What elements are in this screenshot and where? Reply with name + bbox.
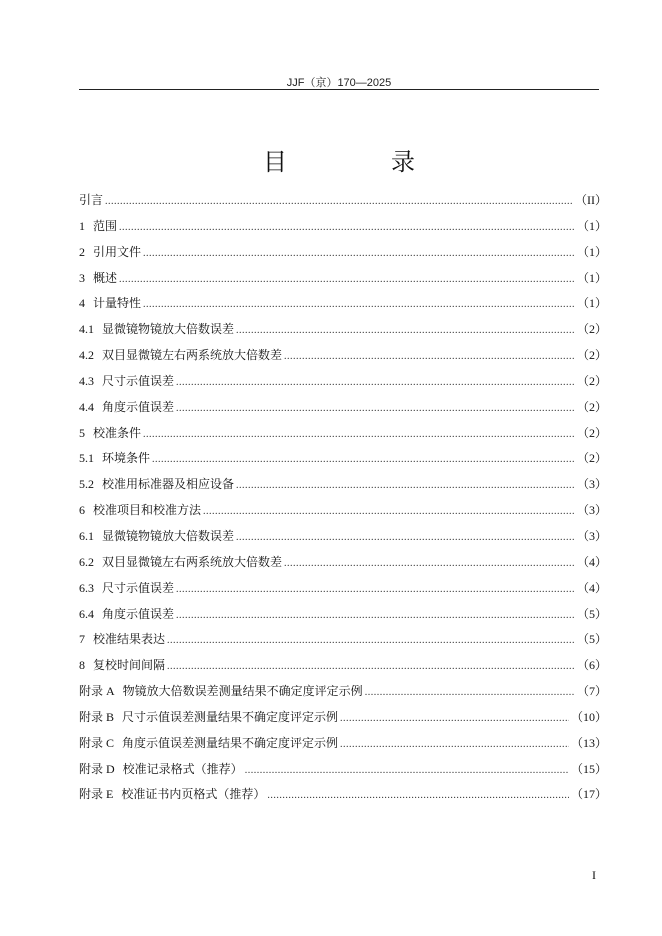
toc-entry-page: （3） [576, 503, 607, 518]
toc-entry[interactable] [79, 734, 607, 760]
toc-entry-label: 尺寸示值误差 [102, 373, 175, 388]
toc-entry[interactable] [79, 605, 607, 631]
toc-entry-label: 显微镜物镜放大倍数误差 [102, 528, 235, 543]
document-header: JJF（京）170—2025 [286, 77, 392, 89]
toc-leader-dots [267, 790, 569, 801]
toc-entry-label: 角度示值误差测量结果不确定度评定示例 [122, 735, 339, 750]
toc-leader-dots [284, 351, 575, 362]
toc-entry-page: （1） [576, 244, 607, 259]
toc-leader-dots [143, 429, 575, 440]
toc-entry-label: 角度示值误差 [102, 399, 175, 414]
toc-leader-dots [167, 635, 575, 646]
toc-entry[interactable] [79, 269, 607, 295]
toc-leader-dots [143, 248, 575, 259]
toc-entry[interactable] [79, 656, 607, 682]
toc-leader-dots [340, 713, 569, 724]
toc-entry-number: 5.2 [79, 477, 94, 492]
toc-entry-label: 物镜放大倍数误差测量结果不确定度评定示例 [122, 684, 363, 699]
toc-entry-page: （5） [576, 632, 607, 647]
toc-entry[interactable] [79, 630, 607, 656]
toc-entry[interactable] [79, 579, 607, 605]
toc-entry-label: 校准结果表达 [93, 632, 166, 647]
toc-entry-number: 6 [79, 503, 85, 518]
toc-entry-number: 4.1 [79, 322, 94, 337]
toc-leader-dots [143, 299, 575, 310]
toc-entry-page: （3） [576, 477, 607, 492]
toc-leader-dots [176, 584, 575, 595]
toc-entry-number: 附录 C [79, 735, 115, 750]
toc-leader-dots [176, 377, 575, 388]
toc-entry-number: 附录 D [79, 761, 115, 776]
toc-entry[interactable] [79, 527, 607, 553]
toc-leader-dots [236, 480, 575, 491]
toc-entry-page: （10） [570, 709, 607, 724]
toc-entry[interactable] [79, 449, 607, 475]
toc-entry-page: （6） [576, 658, 607, 673]
table-of-contents [79, 191, 607, 811]
toc-leader-dots [203, 506, 575, 517]
toc-leader-dots [105, 196, 573, 207]
toc-entry-label: 尺寸示值误差测量结果不确定度评定示例 [122, 709, 339, 724]
toc-entry-page: （3） [576, 528, 607, 543]
toc-entry-label: 范围 [93, 218, 118, 233]
toc-entry[interactable] [79, 320, 607, 346]
toc-entry-page: （5） [576, 606, 607, 621]
toc-entry-page: （7） [576, 684, 607, 699]
toc-entry-number: 2 [79, 244, 85, 259]
toc-entry-label: 显微镜物镜放大倍数误差 [102, 322, 235, 337]
toc-entry[interactable] [79, 553, 607, 579]
toc-leader-dots [284, 558, 575, 569]
toc-entry[interactable] [79, 372, 607, 398]
toc-leader-dots [236, 325, 575, 336]
toc-entry-label: 环境条件 [102, 451, 151, 466]
toc-entry-page: （2） [576, 451, 607, 466]
toc-entry[interactable] [79, 501, 607, 527]
toc-entry-page: （4） [576, 554, 607, 569]
toc-entry[interactable] [79, 398, 607, 424]
toc-entry-label: 校准条件 [93, 425, 142, 440]
toc-entry-label: 引用文件 [93, 244, 142, 259]
toc-entry-number: 4.4 [79, 399, 94, 414]
toc-leader-dots [119, 222, 575, 233]
toc-leader-dots [176, 610, 575, 621]
page-title: 目 录 [263, 148, 455, 176]
toc-entry-number: 8 [79, 658, 85, 673]
toc-entry-label: 复校时间间隔 [93, 658, 166, 673]
toc-leader-dots [119, 274, 575, 285]
toc-entry-page: （4） [576, 580, 607, 595]
toc-entry[interactable] [79, 682, 607, 708]
toc-entry[interactable] [79, 785, 607, 811]
toc-entry-page: （2） [576, 425, 607, 440]
toc-entry[interactable] [79, 346, 607, 372]
toc-leader-dots [236, 532, 575, 543]
toc-entry-label: 校准用标准器及相应设备 [102, 477, 235, 492]
toc-leader-dots [340, 739, 569, 750]
toc-entry-number: 附录 A [79, 684, 115, 699]
toc-entry-number: 7 [79, 632, 85, 647]
toc-entry-number: 5 [79, 425, 85, 440]
toc-entry-number: 附录 E [79, 787, 114, 802]
header-rule [79, 89, 599, 90]
toc-leader-dots [167, 661, 575, 672]
toc-entry-label: 校准证书内页格式（推荐） [121, 787, 266, 802]
page-number: I [592, 868, 596, 882]
toc-entry-page: （2） [576, 322, 607, 337]
toc-entry-label: 校准记录格式（推荐） [122, 761, 243, 776]
toc-entry-label: 角度示值误差 [102, 606, 175, 621]
toc-entry-label: 尺寸示值误差 [102, 580, 175, 595]
toc-leader-dots [176, 403, 575, 414]
toc-entry[interactable] [79, 191, 607, 217]
toc-entry-page: （2） [576, 373, 607, 388]
toc-entry[interactable] [79, 475, 607, 501]
toc-entry-label: 引言 [79, 193, 104, 207]
toc-entry-number: 附录 B [79, 709, 115, 724]
toc-entry[interactable] [79, 243, 607, 269]
toc-entry-page: （1） [576, 218, 607, 233]
toc-entry-label: 校准项目和校准方法 [93, 503, 202, 518]
toc-entry[interactable] [79, 760, 607, 786]
toc-entry[interactable] [79, 424, 607, 450]
toc-entry-number: 4.2 [79, 348, 94, 363]
toc-entry[interactable] [79, 217, 607, 243]
toc-leader-dots [365, 687, 575, 698]
toc-leader-dots [245, 765, 569, 776]
toc-entry-label: 计量特性 [93, 296, 142, 311]
toc-entry-number: 1 [79, 218, 85, 233]
toc-leader-dots [152, 454, 575, 465]
toc-entry[interactable] [79, 708, 607, 734]
toc-entry-number: 5.1 [79, 451, 94, 466]
toc-entry-page: （1） [576, 296, 607, 311]
toc-entry-number: 4.3 [79, 373, 94, 388]
toc-entry-page: （15） [570, 761, 607, 776]
toc-entry-number: 4 [79, 296, 85, 311]
toc-entry-number: 6.2 [79, 554, 94, 569]
toc-entry-page: （2） [576, 399, 607, 414]
toc-entry[interactable] [79, 294, 607, 320]
toc-entry-page: （13） [570, 735, 607, 750]
toc-entry-number: 6.4 [79, 606, 94, 621]
toc-entry-label: 概述 [93, 270, 118, 285]
toc-entry-page: （1） [576, 270, 607, 285]
toc-entry-page: （II） [575, 193, 607, 207]
toc-entry-page: （2） [576, 348, 607, 363]
toc-entry-number: 3 [79, 270, 85, 285]
toc-entry-label: 双目显微镜左右两系统放大倍数差 [102, 348, 283, 363]
toc-entry-number: 6.1 [79, 528, 94, 543]
toc-entry-page: （17） [570, 787, 607, 802]
toc-entry-label: 双目显微镜左右两系统放大倍数差 [102, 554, 283, 569]
toc-entry-number: 6.3 [79, 580, 94, 595]
